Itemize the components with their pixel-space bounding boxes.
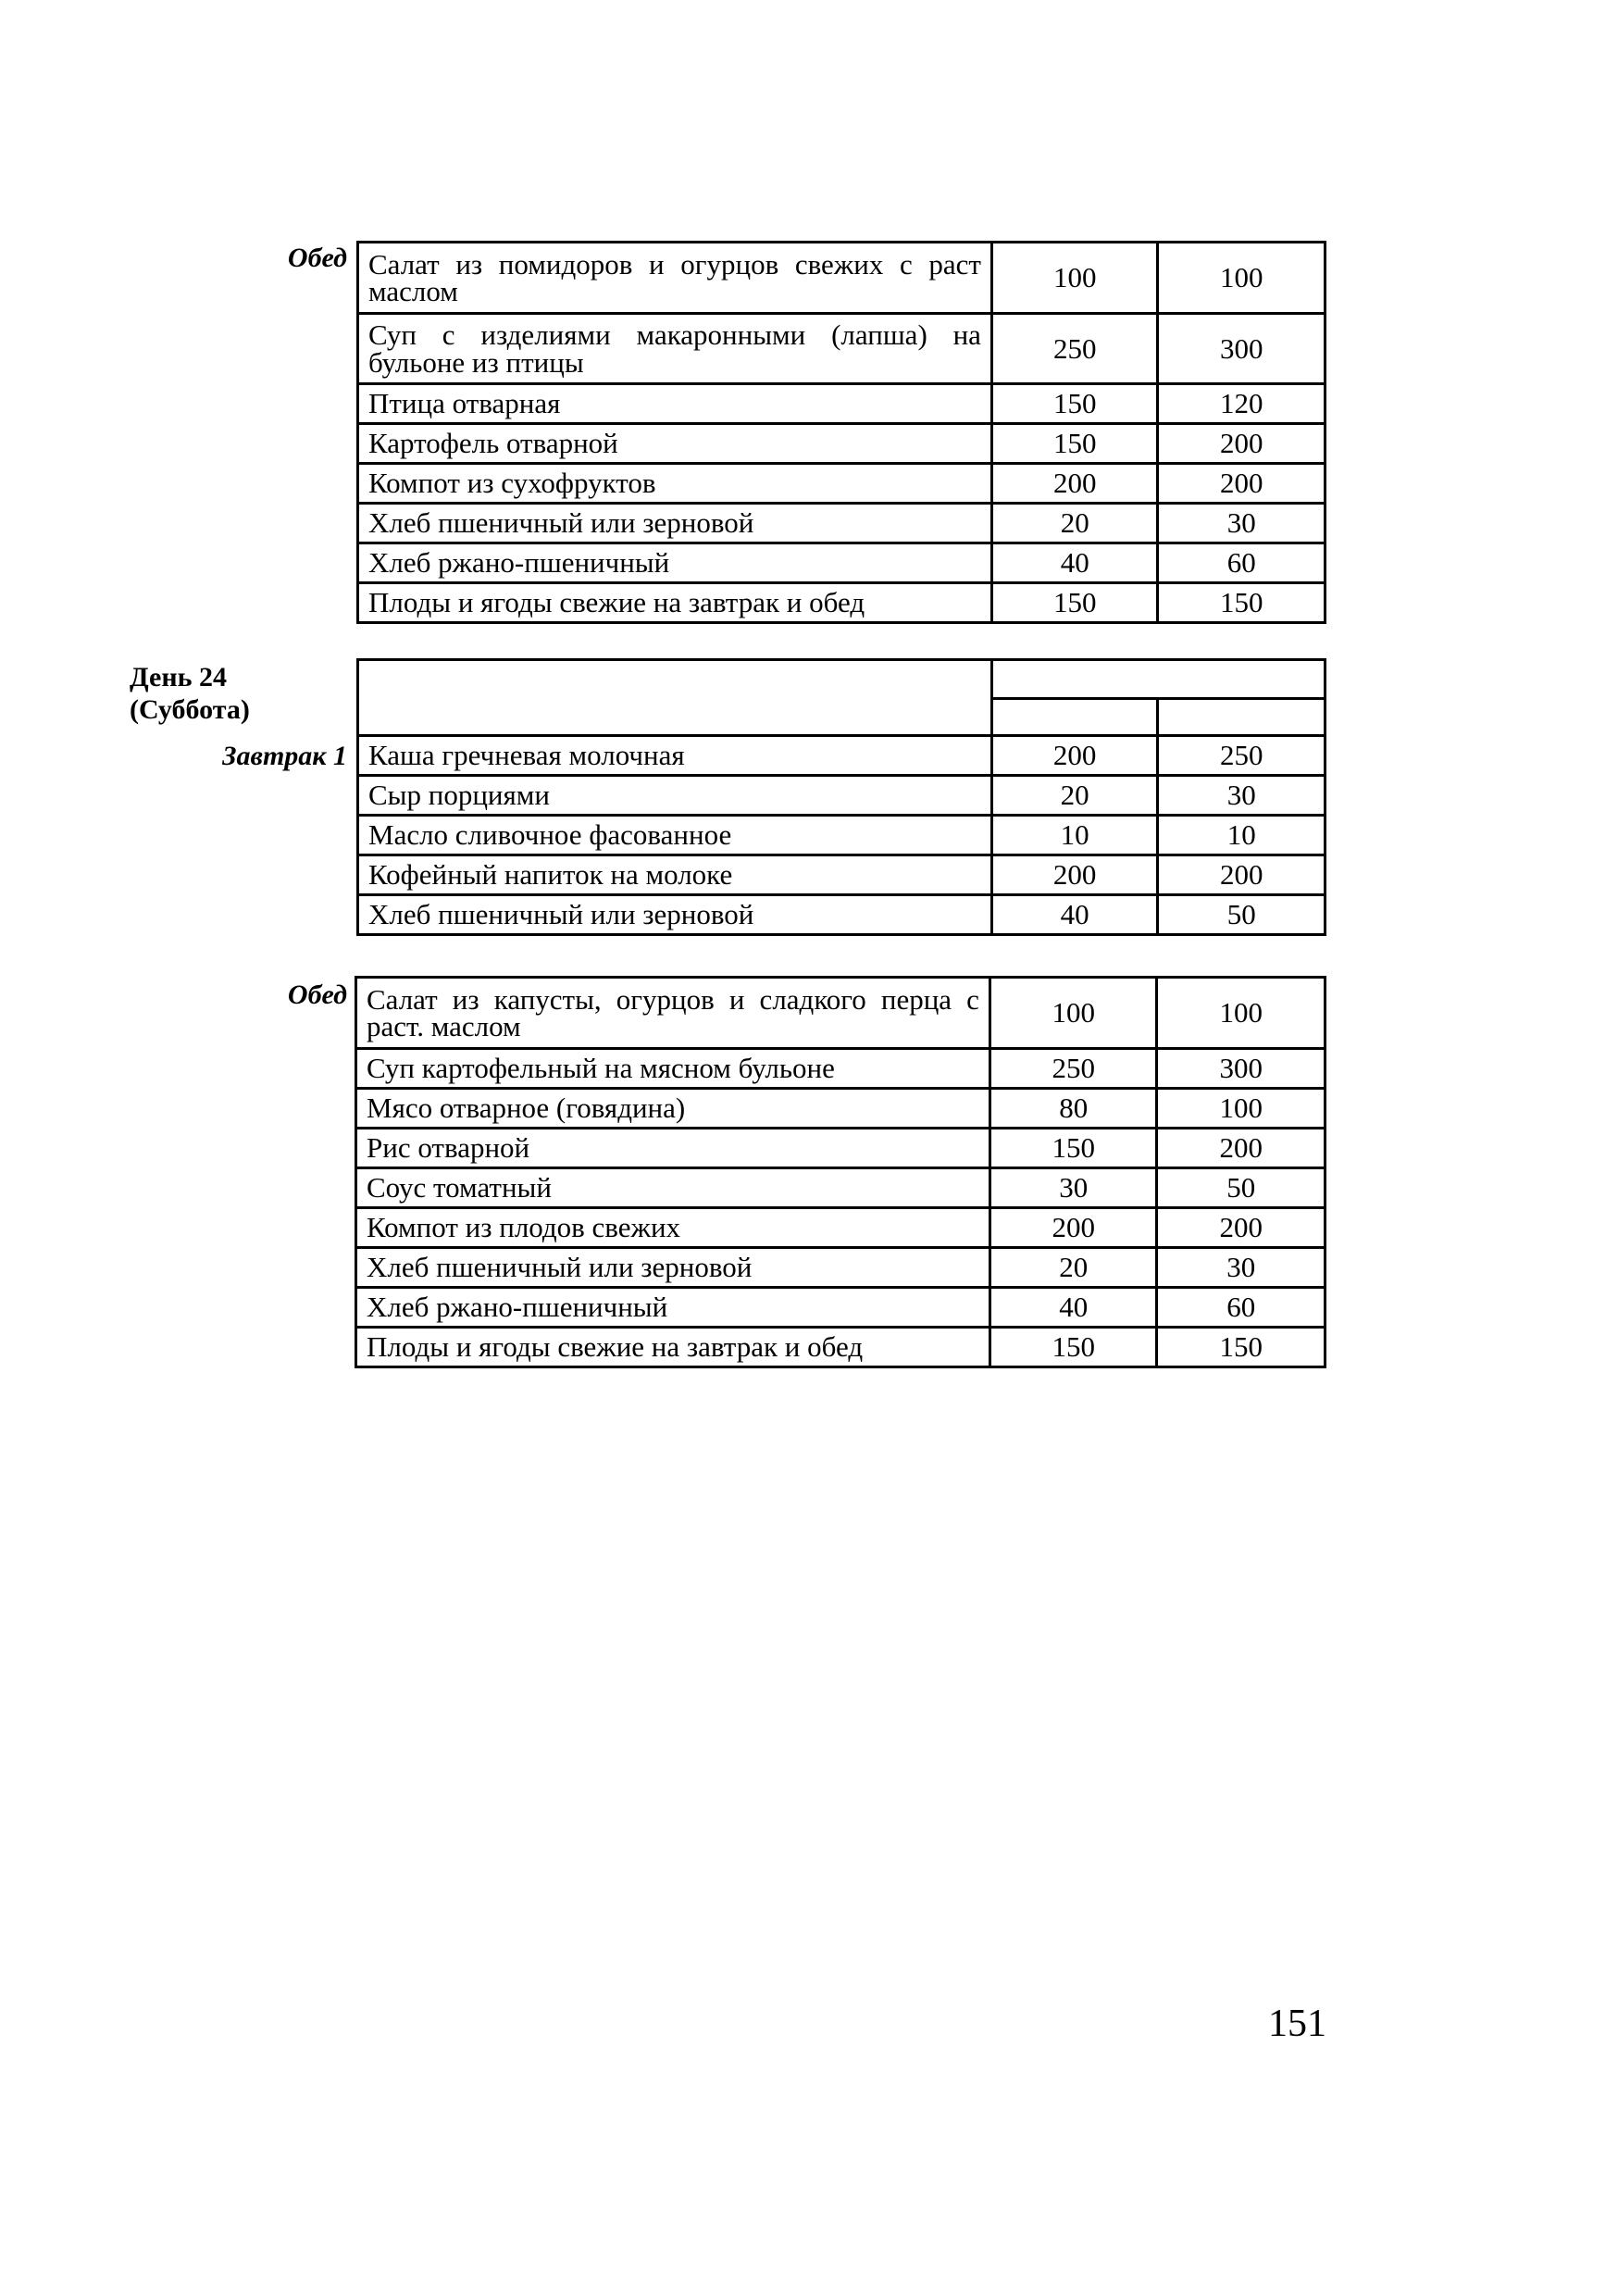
column-header-yield [991,660,1325,699]
yield-7-11: 150 [989,1129,1157,1168]
yield-11-18: 200 [1158,424,1326,464]
meal-label-lunch-1: Обед [287,243,347,273]
yield-11-18: 250 [1158,736,1326,776]
table-row [358,583,1326,623]
yield-7-11: 200 [989,1208,1157,1248]
yield-7-11: 20 [991,776,1158,816]
table-row [358,816,1326,855]
table-row [358,736,1326,776]
table-row [356,978,1326,1049]
table-row [358,855,1326,895]
yield-11-18: 50 [1157,1168,1326,1208]
dish-name: Масло сливочное фасованное [358,816,992,855]
table-row [358,543,1326,583]
yield-11-18: 100 [1157,978,1326,1049]
day-number: День 24 [130,662,227,693]
yield-7-11: 250 [989,1049,1157,1089]
yield-11-18: 300 [1158,314,1326,384]
table-row [358,384,1326,424]
yield-11-18: 120 [1158,384,1326,424]
yield-11-18: 30 [1157,1248,1326,1288]
yield-7-11: 80 [989,1089,1157,1129]
yield-11-18: 30 [1158,776,1326,816]
yield-7-11: 40 [991,543,1158,583]
table-row [358,464,1326,504]
table-row [358,314,1326,384]
yield-7-11: 200 [991,736,1158,776]
yield-7-11: 200 [991,855,1158,895]
dish-name: Птица отварная [358,384,992,424]
yield-7-11: 20 [991,504,1158,543]
dish-name: Компот из сухофруктов [358,464,992,504]
dish-name: Каша гречневая молочная [358,736,992,776]
table-row [356,1288,1326,1328]
yield-11-18: 200 [1157,1208,1326,1248]
table-row [358,243,1326,314]
table-row [358,504,1326,543]
dish-name: Хлеб ржано-пшеничный [356,1288,990,1328]
dish-name: Салат из помидоров и огурцов свежих с раст маслом [358,243,992,314]
yield-7-11: 150 [989,1328,1157,1367]
table-row [356,1129,1326,1168]
day-heading [130,662,315,726]
yield-11-18: 50 [1158,895,1326,935]
yield-7-11: 250 [991,314,1158,384]
yield-11-18: 60 [1158,543,1326,583]
dish-name: Плоды и ягоды свежие на завтрак и обед [358,583,992,623]
menu-table-breakfast [356,658,1326,936]
table-row [358,776,1326,816]
dish-name: Сыр порциями [358,776,992,816]
yield-11-18: 60 [1157,1288,1326,1328]
dish-name: Рис отварной [356,1129,990,1168]
table-row [356,1328,1326,1367]
dish-name: Плоды и ягоды свежие на завтрак и обед [356,1328,990,1367]
dish-name: Салат из капусты, огурцов и сладкого перца с раст. маслом [356,978,990,1049]
yield-11-18: 200 [1157,1129,1326,1168]
dish-name: Картофель отварной [358,424,992,464]
yield-7-11: 40 [991,895,1158,935]
page-number: 151 [1268,2003,1326,2045]
yield-11-18: 100 [1157,1089,1326,1129]
table-row [356,1168,1326,1208]
table-row [358,895,1326,935]
day-weekday: (Суббота) [130,693,250,725]
yield-11-18: 150 [1157,1328,1326,1367]
column-header-age-7-11 [991,699,1158,736]
yield-7-11: 10 [991,816,1158,855]
meal-label-breakfast: Завтрак 1 [222,741,347,771]
dish-name: Хлеб ржано-пшеничный [358,543,992,583]
yield-11-18: 10 [1158,816,1326,855]
dish-name: Хлеб пшеничный или зерновой [358,895,992,935]
dish-name: Хлеб пшеничный или зерновой [356,1248,990,1288]
yield-11-18: 200 [1158,464,1326,504]
yield-7-11: 30 [989,1168,1157,1208]
table-row [358,424,1326,464]
table-row [356,1248,1326,1288]
dish-name: Суп картофельный на мясном бульоне [356,1049,990,1089]
dish-name: Компот из плодов свежих [356,1208,990,1248]
yield-7-11: 150 [991,583,1158,623]
yield-7-11: 20 [989,1248,1157,1288]
table-row [356,1049,1326,1089]
column-header-dish [358,660,992,736]
dish-name: Соус томатный [356,1168,990,1208]
yield-11-18: 100 [1158,243,1326,314]
menu-table-lunch-1 [356,241,1326,624]
meal-label-lunch-2: Обед [287,980,347,1010]
menu-table-lunch-2 [355,976,1326,1368]
yield-7-11: 100 [991,243,1158,314]
yield-11-18: 300 [1157,1049,1326,1089]
yield-7-11: 100 [989,978,1157,1049]
table-row [356,1089,1326,1129]
dish-name: Хлеб пшеничный или зерновой [358,504,992,543]
dish-name: Кофейный напиток на молоке [358,855,992,895]
yield-11-18: 150 [1158,583,1326,623]
dish-name: Мясо отварное (говядина) [356,1089,990,1129]
table-header-row [358,660,1326,699]
column-header-age-11-18 [1158,699,1326,736]
table-row [356,1208,1326,1248]
yield-11-18: 30 [1158,504,1326,543]
yield-11-18: 200 [1158,855,1326,895]
dish-name: Суп с изделиями макаронными (лапша) на бульоне из птицы [358,314,992,384]
yield-7-11: 150 [991,424,1158,464]
yield-7-11: 200 [991,464,1158,504]
yield-7-11: 40 [989,1288,1157,1328]
yield-7-11: 150 [991,384,1158,424]
